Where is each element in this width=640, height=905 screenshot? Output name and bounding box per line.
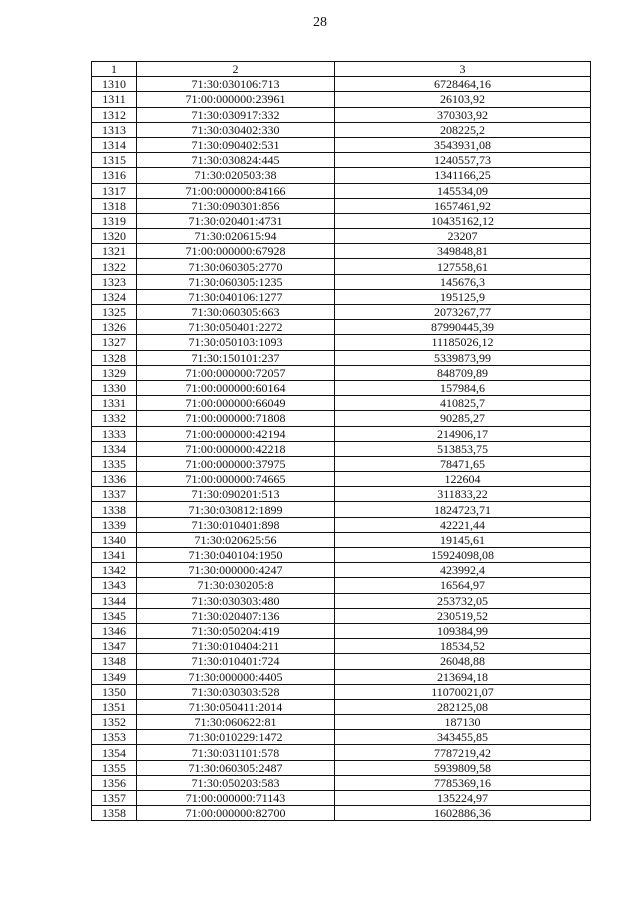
row-number-cell: 1352 xyxy=(92,715,137,730)
row-number-cell: 1344 xyxy=(92,593,137,608)
table-row xyxy=(92,229,591,244)
table-body xyxy=(92,77,591,821)
table-row xyxy=(92,532,591,547)
table-row xyxy=(92,669,591,684)
cadastral-number-cell: 71:30:060305:1235 xyxy=(137,274,335,289)
table-row xyxy=(92,122,591,137)
cadastral-number-cell: 71:00:000000:71143 xyxy=(137,791,335,806)
table-row xyxy=(92,487,591,502)
cadastral-number-cell: 71:30:050203:583 xyxy=(137,775,335,790)
row-number-cell: 1318 xyxy=(92,198,137,213)
row-number-cell: 1357 xyxy=(92,791,137,806)
value-cell: 410825,7 xyxy=(335,396,591,411)
value-cell: 1657461,92 xyxy=(335,198,591,213)
table-row xyxy=(92,472,591,487)
table-row xyxy=(92,760,591,775)
cadastral-number-cell: 71:30:030824:445 xyxy=(137,153,335,168)
row-number-cell: 1345 xyxy=(92,608,137,623)
table-row xyxy=(92,320,591,335)
row-number-cell: 1342 xyxy=(92,563,137,578)
cadastral-number-cell: 71:30:020615:94 xyxy=(137,229,335,244)
table-row xyxy=(92,426,591,441)
table-row xyxy=(92,289,591,304)
row-number-cell: 1330 xyxy=(92,380,137,395)
row-number-cell: 1333 xyxy=(92,426,137,441)
row-number-cell: 1320 xyxy=(92,229,137,244)
value-cell: 1602886,36 xyxy=(335,806,591,821)
value-cell: 135224,97 xyxy=(335,791,591,806)
row-number-cell: 1356 xyxy=(92,775,137,790)
cadastral-number-cell: 71:30:060622:81 xyxy=(137,715,335,730)
page-number: 28 xyxy=(313,15,327,30)
row-number-cell: 1317 xyxy=(92,183,137,198)
cadastral-number-cell: 71:30:030812:1899 xyxy=(137,502,335,517)
table-row xyxy=(92,548,591,563)
table-header-row xyxy=(92,62,591,77)
cadastral-number-cell: 71:30:030303:480 xyxy=(137,593,335,608)
table-row xyxy=(92,350,591,365)
cadastral-number-cell: 71:00:000000:84166 xyxy=(137,183,335,198)
value-cell: 145534,09 xyxy=(335,183,591,198)
row-number-cell: 1334 xyxy=(92,441,137,456)
cadastral-number-cell: 71:00:000000:42218 xyxy=(137,441,335,456)
value-cell: 127558,61 xyxy=(335,259,591,274)
column-header-1: 1 xyxy=(92,62,137,77)
value-cell: 145676,3 xyxy=(335,274,591,289)
cadastral-number-cell: 71:30:030303:528 xyxy=(137,684,335,699)
row-number-cell: 1340 xyxy=(92,532,137,547)
row-number-cell: 1326 xyxy=(92,320,137,335)
value-cell: 6728464,16 xyxy=(335,77,591,92)
table-row xyxy=(92,274,591,289)
row-number-cell: 1313 xyxy=(92,122,137,137)
value-cell: 311833,22 xyxy=(335,487,591,502)
table-row xyxy=(92,639,591,654)
row-number-cell: 1355 xyxy=(92,760,137,775)
value-cell: 16564,97 xyxy=(335,578,591,593)
value-cell: 195125,9 xyxy=(335,289,591,304)
cadastral-number-cell: 71:30:090201:513 xyxy=(137,487,335,502)
cadastral-number-cell: 71:30:010401:898 xyxy=(137,517,335,532)
value-cell: 7785369,16 xyxy=(335,775,591,790)
value-cell: 78471,65 xyxy=(335,456,591,471)
cadastral-number-cell: 71:00:000000:72057 xyxy=(137,365,335,380)
row-number-cell: 1337 xyxy=(92,487,137,502)
value-cell: 7787219,42 xyxy=(335,745,591,760)
cadastral-number-cell: 71:30:050103:1093 xyxy=(137,335,335,350)
value-cell: 848709,89 xyxy=(335,365,591,380)
table-row xyxy=(92,213,591,228)
cadastral-number-cell: 71:30:060305:2770 xyxy=(137,259,335,274)
value-cell: 2073267,77 xyxy=(335,305,591,320)
cadastral-number-cell: 71:30:030106:713 xyxy=(137,77,335,92)
table-row xyxy=(92,365,591,380)
row-number-cell: 1315 xyxy=(92,153,137,168)
table-row xyxy=(92,335,591,350)
table-row xyxy=(92,380,591,395)
value-cell: 87990445,39 xyxy=(335,320,591,335)
cadastral-number-cell: 71:30:040106:1277 xyxy=(137,289,335,304)
value-cell: 90285,27 xyxy=(335,411,591,426)
row-number-cell: 1338 xyxy=(92,502,137,517)
row-number-cell: 1358 xyxy=(92,806,137,821)
row-number-cell: 1339 xyxy=(92,517,137,532)
cadastral-number-cell: 71:30:000000:4405 xyxy=(137,669,335,684)
row-number-cell: 1314 xyxy=(92,137,137,152)
value-cell: 343455,85 xyxy=(335,730,591,745)
cadastral-number-cell: 71:30:030917:332 xyxy=(137,107,335,122)
row-number-cell: 1322 xyxy=(92,259,137,274)
row-number-cell: 1348 xyxy=(92,654,137,669)
row-number-cell: 1312 xyxy=(92,107,137,122)
value-cell: 26103,92 xyxy=(335,92,591,107)
row-number-cell: 1325 xyxy=(92,305,137,320)
column-header-3: 3 xyxy=(335,62,591,77)
row-number-cell: 1311 xyxy=(92,92,137,107)
table-row xyxy=(92,699,591,714)
cadastral-number-cell: 71:30:010404:211 xyxy=(137,639,335,654)
value-cell: 122604 xyxy=(335,472,591,487)
row-number-cell: 1316 xyxy=(92,168,137,183)
row-number-cell: 1351 xyxy=(92,699,137,714)
row-number-cell: 1329 xyxy=(92,365,137,380)
cadastral-number-cell: 71:00:000000:23961 xyxy=(137,92,335,107)
value-cell: 15924098,08 xyxy=(335,548,591,563)
row-number-cell: 1350 xyxy=(92,684,137,699)
cadastral-number-cell: 71:30:090301:856 xyxy=(137,198,335,213)
value-cell: 1240557,73 xyxy=(335,153,591,168)
row-number-cell: 1335 xyxy=(92,456,137,471)
cadastral-number-cell: 71:30:010401:724 xyxy=(137,654,335,669)
cadastral-number-cell: 71:30:010229:1472 xyxy=(137,730,335,745)
table-row xyxy=(92,456,591,471)
row-number-cell: 1331 xyxy=(92,396,137,411)
value-cell: 26048,88 xyxy=(335,654,591,669)
row-number-cell: 1349 xyxy=(92,669,137,684)
table-row xyxy=(92,305,591,320)
table-row xyxy=(92,77,591,92)
table-row xyxy=(92,608,591,623)
table-row xyxy=(92,775,591,790)
table-row xyxy=(92,654,591,669)
value-cell: 10435162,12 xyxy=(335,213,591,228)
table-row xyxy=(92,244,591,259)
value-cell: 370303,92 xyxy=(335,107,591,122)
table-row xyxy=(92,183,591,198)
row-number-cell: 1346 xyxy=(92,623,137,638)
value-cell: 23207 xyxy=(335,229,591,244)
table-row xyxy=(92,396,591,411)
cadastral-number-cell: 71:00:000000:82700 xyxy=(137,806,335,821)
value-cell: 282125,08 xyxy=(335,699,591,714)
column-header-2: 2 xyxy=(137,62,335,77)
cadastral-number-cell: 71:30:020407:136 xyxy=(137,608,335,623)
row-number-cell: 1354 xyxy=(92,745,137,760)
row-number-cell: 1321 xyxy=(92,244,137,259)
row-number-cell: 1323 xyxy=(92,274,137,289)
value-cell: 11070021,07 xyxy=(335,684,591,699)
value-cell: 230519,52 xyxy=(335,608,591,623)
value-cell: 19145,61 xyxy=(335,532,591,547)
table-row xyxy=(92,92,591,107)
table-row xyxy=(92,715,591,730)
value-cell: 5939809,58 xyxy=(335,760,591,775)
table-row xyxy=(92,137,591,152)
data-table xyxy=(91,61,591,821)
value-cell: 513853,75 xyxy=(335,441,591,456)
table-row xyxy=(92,730,591,745)
value-cell: 1824723,71 xyxy=(335,502,591,517)
table-row xyxy=(92,411,591,426)
row-number-cell: 1324 xyxy=(92,289,137,304)
cadastral-number-cell: 71:30:031101:578 xyxy=(137,745,335,760)
cadastral-number-cell: 71:30:060305:2487 xyxy=(137,760,335,775)
table-row xyxy=(92,153,591,168)
table-row xyxy=(92,198,591,213)
cadastral-number-cell: 71:30:150101:237 xyxy=(137,350,335,365)
row-number-cell: 1332 xyxy=(92,411,137,426)
value-cell: 214906,17 xyxy=(335,426,591,441)
cadastral-number-cell: 71:00:000000:74665 xyxy=(137,472,335,487)
row-number-cell: 1347 xyxy=(92,639,137,654)
value-cell: 187130 xyxy=(335,715,591,730)
table-row xyxy=(92,806,591,821)
cadastral-number-cell: 71:00:000000:67928 xyxy=(137,244,335,259)
table-row xyxy=(92,502,591,517)
cadastral-number-cell: 71:00:000000:71808 xyxy=(137,411,335,426)
value-cell: 109384,99 xyxy=(335,623,591,638)
value-cell: 5339873,99 xyxy=(335,350,591,365)
value-cell: 18534,52 xyxy=(335,639,591,654)
table-row xyxy=(92,578,591,593)
cadastral-number-cell: 71:30:030205:8 xyxy=(137,578,335,593)
value-cell: 42221,44 xyxy=(335,517,591,532)
table-row xyxy=(92,791,591,806)
table-row xyxy=(92,593,591,608)
value-cell: 1341166,25 xyxy=(335,168,591,183)
row-number-cell: 1343 xyxy=(92,578,137,593)
value-cell: 423992,4 xyxy=(335,563,591,578)
row-number-cell: 1327 xyxy=(92,335,137,350)
value-cell: 157984,6 xyxy=(335,380,591,395)
cadastral-number-cell: 71:30:050411:2014 xyxy=(137,699,335,714)
cadastral-number-cell: 71:30:030402:330 xyxy=(137,122,335,137)
cadastral-number-cell: 71:30:050204:419 xyxy=(137,623,335,638)
value-cell: 349848,81 xyxy=(335,244,591,259)
cadastral-number-cell: 71:00:000000:60164 xyxy=(137,380,335,395)
value-cell: 208225,2 xyxy=(335,122,591,137)
table-header xyxy=(92,62,591,77)
table-row xyxy=(92,441,591,456)
cadastral-number-cell: 71:30:060305:663 xyxy=(137,305,335,320)
row-number-cell: 1328 xyxy=(92,350,137,365)
cadastral-number-cell: 71:30:000000:4247 xyxy=(137,563,335,578)
row-number-cell: 1341 xyxy=(92,548,137,563)
table-row xyxy=(92,168,591,183)
cadastral-number-cell: 71:30:040104:1950 xyxy=(137,548,335,563)
table-row xyxy=(92,563,591,578)
cadastral-number-cell: 71:30:020625:56 xyxy=(137,532,335,547)
table-row xyxy=(92,259,591,274)
cadastral-number-cell: 71:00:000000:66049 xyxy=(137,396,335,411)
row-number-cell: 1310 xyxy=(92,77,137,92)
value-cell: 253732,05 xyxy=(335,593,591,608)
cadastral-number-cell: 71:30:090402:531 xyxy=(137,137,335,152)
value-cell: 3543931,08 xyxy=(335,137,591,152)
row-number-cell: 1336 xyxy=(92,472,137,487)
row-number-cell: 1353 xyxy=(92,730,137,745)
table-row xyxy=(92,623,591,638)
table-row xyxy=(92,684,591,699)
cadastral-number-cell: 71:00:000000:37975 xyxy=(137,456,335,471)
cadastral-number-cell: 71:30:050401:2272 xyxy=(137,320,335,335)
table-row xyxy=(92,107,591,122)
table-row xyxy=(92,745,591,760)
row-number-cell: 1319 xyxy=(92,213,137,228)
table-row xyxy=(92,517,591,532)
cadastral-number-cell: 71:30:020401:4731 xyxy=(137,213,335,228)
value-cell: 213694,18 xyxy=(335,669,591,684)
cadastral-number-cell: 71:00:000000:42194 xyxy=(137,426,335,441)
value-cell: 11185026,12 xyxy=(335,335,591,350)
cadastral-number-cell: 71:30:020503:38 xyxy=(137,168,335,183)
